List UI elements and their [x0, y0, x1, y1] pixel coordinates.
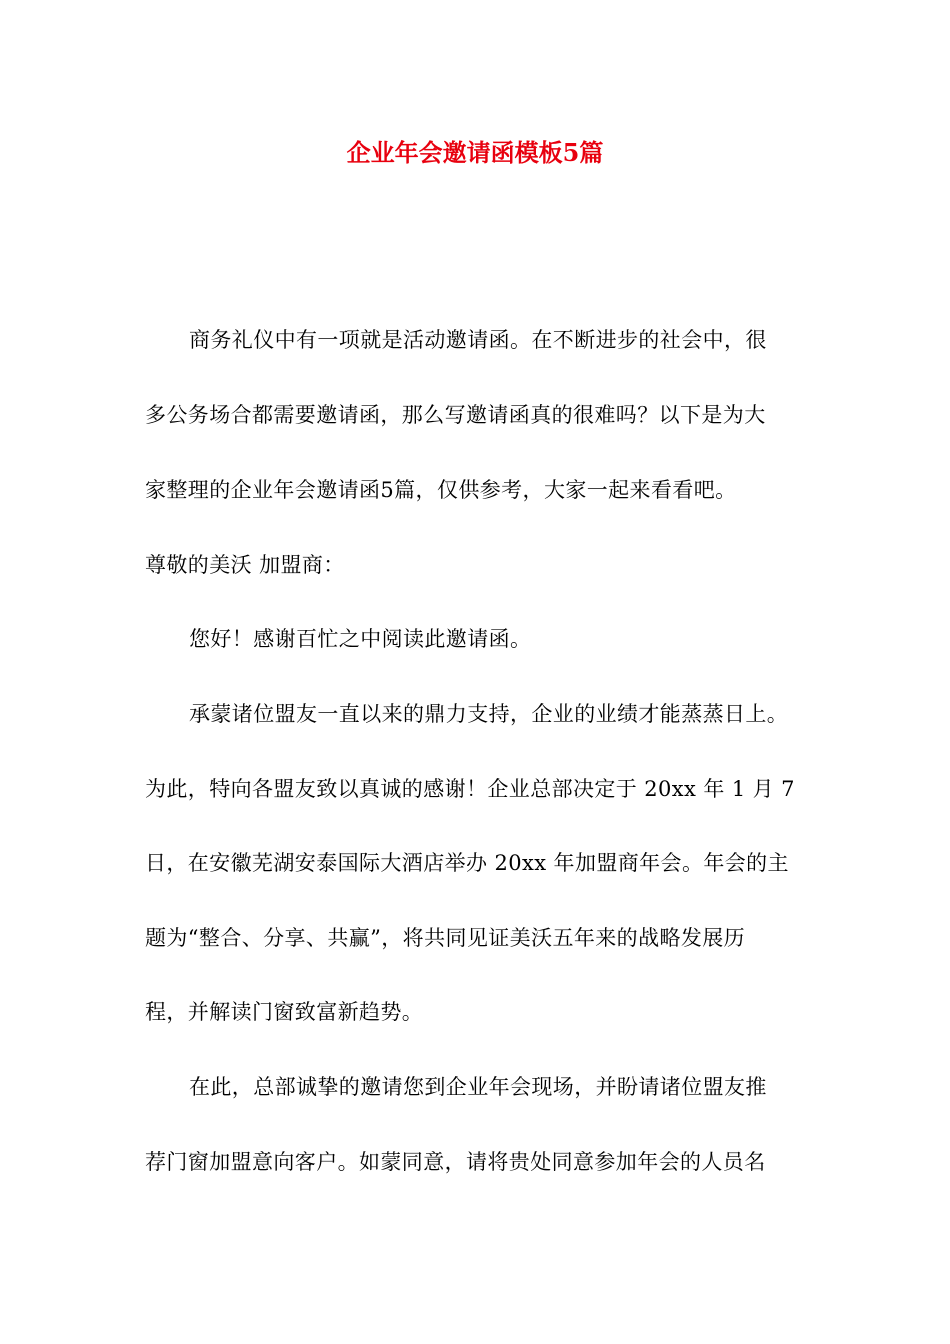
paragraph-line: 您好！感谢百忙之中阅读此邀请函。	[189, 627, 532, 651]
paragraph-line: 在此，总部诚挚的邀请您到企业年会现场，并盼请诸位盟友推	[189, 1075, 767, 1099]
paragraph-line: 荐门窗加盟意向客户。如蒙同意，请将贵处同意参加年会的人员名	[145, 1150, 766, 1174]
paragraph-line: 商务礼仪中有一项就是活动邀请函。在不断进步的社会中，很	[189, 328, 767, 352]
document-title: 企业年会邀请函模板5篇	[346, 138, 604, 167]
paragraph-line: 日，在安徽芜湖安泰国际大酒店举办 20xx 年加盟商年会。年会的主	[145, 851, 789, 875]
paragraph-line: 程，并解读门窗致富新趋势。	[145, 1000, 424, 1024]
paragraph-line: 为此，特向各盟友致以真诚的感谢！企业总部决定于 20xx 年 1 月 7	[145, 777, 795, 801]
paragraph-line: 家整理的企业年会邀请函5篇，仅供参考，大家一起来看看吧。	[145, 478, 737, 502]
paragraph-line: 承蒙诸位盟友一直以来的鼎力支持，企业的业绩才能蒸蒸日上。	[189, 702, 789, 726]
paragraph-line: 多公务场合都需要邀请函，那么写邀请函真的很难吗？以下是为大	[145, 403, 766, 427]
salutation-line: 尊敬的美沃 加盟商：	[145, 553, 345, 577]
paragraph-line: 题为“整合、分享、共赢”，将共同见证美沃五年来的战略发展历	[145, 926, 746, 950]
